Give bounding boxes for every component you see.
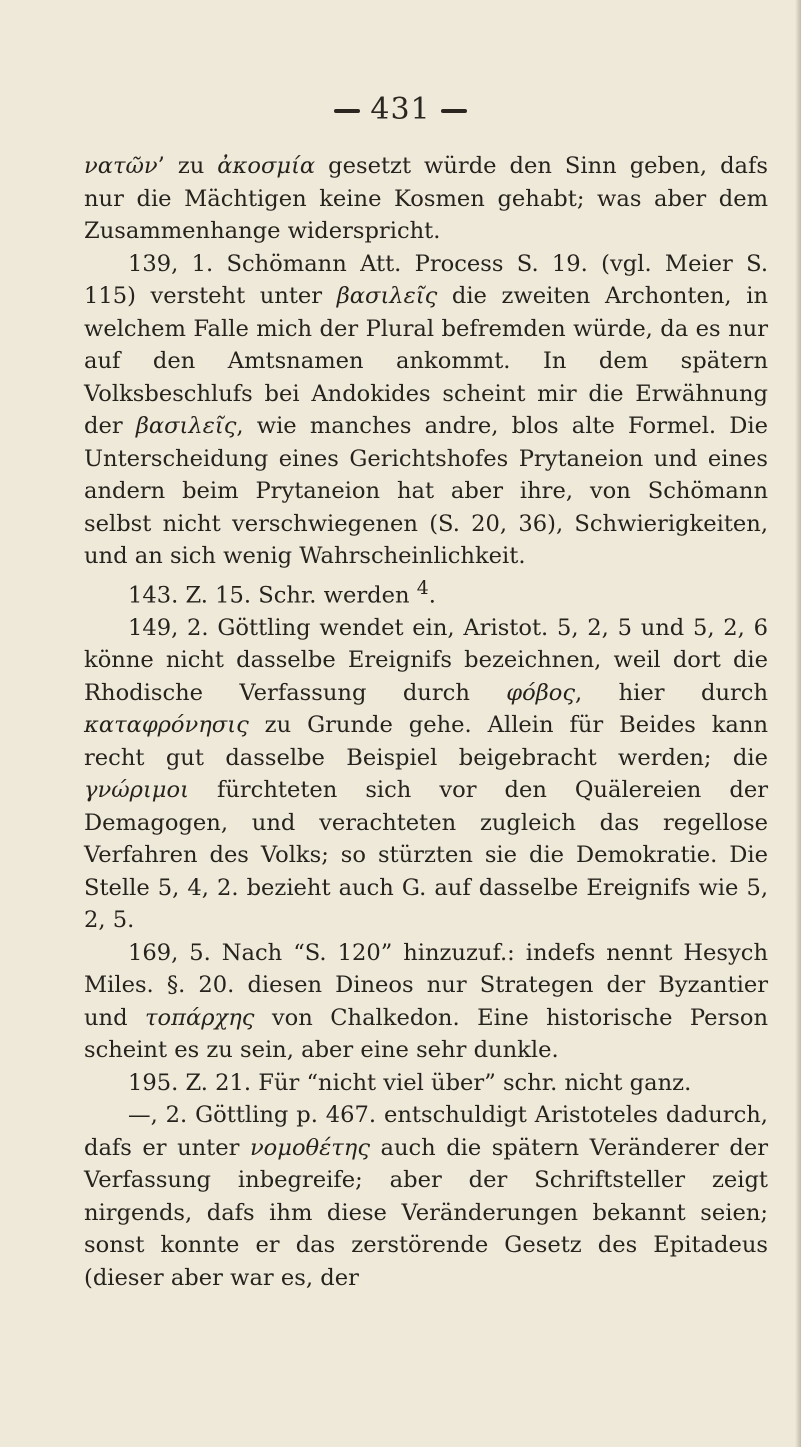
page-edge-shadow <box>795 0 801 1447</box>
text-segment: , wie manches andre, blos alte Formel. Die Unterscheidung eines Gerichtshofes Prytaneion und eines andern beim Prytaneion hat aber ihre, von Schömann selbst nicht verschwiegenen (S. 20, 36), Schwierigkeiten, und an sich wenig Wahrscheinlichkeit. <box>84 413 768 569</box>
greek-term: τοπάρχης <box>145 1004 255 1031</box>
text-segment: gesetzt würde den Sinn geben, dafs nur die Mächtigen keine Kosmen gehabt; was aber dem Zusammenhange widerspricht. <box>84 153 768 244</box>
text-segment: 4 <box>416 577 429 599</box>
text-segment: 149, 2. Göttling wendet ein, Aristot. 5, 2, 5 und 5, 2, 6 könne nicht dasselbe Ereignifs bezeichnen, weil dort die Rhodische Verfassung durch <box>84 614 768 706</box>
text-segment: . <box>428 582 436 609</box>
paragraph-p4 <box>84 937 768 1067</box>
page-body-text <box>84 150 768 1294</box>
greek-term: βασιλεῖς <box>135 413 237 439</box>
paragraph-p6 <box>84 1099 768 1294</box>
text-segment: , hier durch <box>575 679 769 706</box>
text-segment: —, 2. Göttling p. 467. entschuldigt Aristoteles dadurch, dafs er unter <box>84 1102 768 1161</box>
paragraph-p1 <box>84 248 768 573</box>
text-segment: ’ zu <box>157 153 218 179</box>
greek-term: βασιλεῖς <box>336 283 438 309</box>
greek-term: νομοθέτης <box>249 1134 370 1161</box>
page-number: 431 <box>370 92 431 127</box>
text-segment: auch die spätern Veränderer der Verfassung inbegreife; aber der Schriftsteller zeigt nirgends, dafs ihm diese Veränderungen bekannt seien; sonst konnte er das zerstörende Gesetz des Epitadeus (dieser aber war es, der <box>84 1134 768 1291</box>
greek-term: γνώριμοι <box>84 777 189 804</box>
text-segment: zu Grunde gehe. Allein für Beides kann recht gut dasselbe Beispiel beigebracht werden; die <box>84 712 768 771</box>
greek-term: καταφρόνησις <box>84 712 249 739</box>
paragraph-p5 <box>84 1067 768 1100</box>
header-dash-left <box>334 109 360 113</box>
header-dash-right <box>441 109 467 113</box>
paragraph-p2 <box>84 573 768 612</box>
paragraph-p3 <box>84 612 768 937</box>
greek-term: φόβος <box>506 679 576 706</box>
greek-term: ἀκοσμία <box>217 153 316 179</box>
text-segment: 139, 1. Schömann Att. Process S. 19. (vgl. Meier S. 115) versteht unter <box>84 250 768 309</box>
text-segment: die zweiten Archonten, in welchem Falle mich der Plural befremden würde, da es nur auf den Amtsnamen ankommt. In dem spätern Volksbeschlufs bei Andokides scheint mir die Erwähnung der <box>84 283 768 439</box>
greek-term: νατῶν <box>84 153 158 179</box>
paragraph-p0 <box>84 150 768 248</box>
text-segment: 143. Z. 15. Schr. werden <box>128 582 417 609</box>
text-segment: 195. Z. 21. Für “nicht viel über” schr. nicht ganz. <box>128 1069 692 1096</box>
text-segment: 169, 5. Nach “S. 120” hinzuzuf.: indefs nennt Hesych Miles. §. 20. diesen Dineos nur Strategen der Byzantier und <box>84 939 768 1031</box>
text-segment: von Chalkedon. Eine historische Person scheint es zu sein, aber eine sehr dunkle. <box>84 1004 768 1064</box>
text-segment: fürchteten sich vor den Quälereien der Demagogen, und verachteten zugleich das regellose Verfahren des Volks; so stürzten sie die Demokratie. Die Stelle 5, 4, 2. bezieht auch G. auf dasselbe Ereignifs wie 5, 2, 5. <box>84 777 768 934</box>
page-header <box>0 92 801 127</box>
